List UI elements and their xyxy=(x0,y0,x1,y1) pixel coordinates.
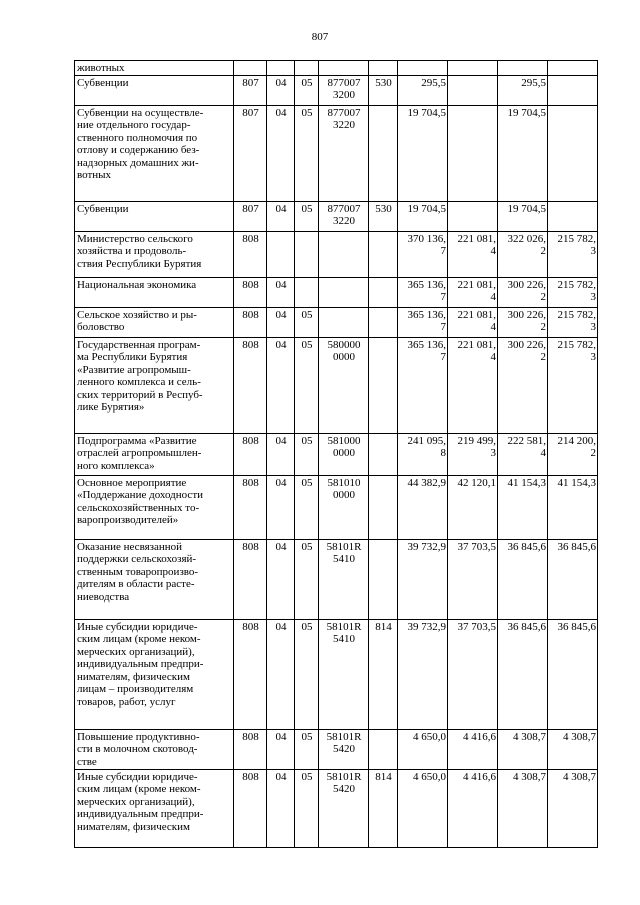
expense-type-cell: 814 xyxy=(369,769,398,847)
amount-cell-4: 215 782, 3 xyxy=(548,231,598,277)
amount-cell-2: 221 081, 4 xyxy=(448,307,498,337)
amount-cell-1: 39 732,9 xyxy=(398,539,448,619)
amount-cell-3: 222 581, 4 xyxy=(498,433,548,475)
amount-cell-3: 4 308,7 xyxy=(498,769,548,847)
amount-cell-1: 39 732,9 xyxy=(398,619,448,729)
target-article-cell: 58101R 5410 xyxy=(319,539,369,619)
amount-cell-1: 19 704,5 xyxy=(398,105,448,201)
target-article-cell xyxy=(319,277,369,307)
section-code-cell: 04 xyxy=(267,539,295,619)
amount-cell-1: 4 650,0 xyxy=(398,769,448,847)
section-code-cell: 04 xyxy=(267,769,295,847)
expense-type-cell xyxy=(369,307,398,337)
section-code-cell: 04 xyxy=(267,307,295,337)
expense-type-cell xyxy=(369,231,398,277)
subsection-code-cell xyxy=(295,277,319,307)
section-code-cell: 04 xyxy=(267,75,295,105)
amount-cell-1: 19 704,5 xyxy=(398,201,448,231)
section-code-cell: 04 xyxy=(267,277,295,307)
ministry-code-cell: 808 xyxy=(234,619,267,729)
amount-cell-2: 37 703,5 xyxy=(448,619,498,729)
amount-cell-3: 4 308,7 xyxy=(498,729,548,769)
description-cell: Иные субсидии юридиче- ским лицам (кроме неком- мерческих организаций), индивидуальным предпри- нимателям, физическим лицам – производителям товаров, работ, услуг xyxy=(75,619,234,729)
amount-cell-1: 4 650,0 xyxy=(398,729,448,769)
table-body xyxy=(75,61,598,848)
section-code-cell xyxy=(267,231,295,277)
subsection-code-cell xyxy=(295,231,319,277)
amount-cell-2: 221 081, 4 xyxy=(448,277,498,307)
table-row xyxy=(75,201,598,231)
description-cell: Иные субсидии юридиче- ским лицам (кроме неком- мерческих организаций), индивидуальным предпри- нимателям, физическим xyxy=(75,769,234,847)
ministry-code-cell: 808 xyxy=(234,337,267,433)
amount-cell-3: 300 226, 2 xyxy=(498,277,548,307)
description-cell: Подпрограмма «Развитие отраслей агропромышлен- ного комплекса» xyxy=(75,433,234,475)
table-row xyxy=(75,61,598,76)
table-row xyxy=(75,231,598,277)
amount-cell-1: 241 095, 8 xyxy=(398,433,448,475)
expense-type-cell xyxy=(369,433,398,475)
section-code-cell: 04 xyxy=(267,619,295,729)
amount-cell-3: 19 704,5 xyxy=(498,105,548,201)
amount-cell-2 xyxy=(448,75,498,105)
amount-cell-2: 219 499, 3 xyxy=(448,433,498,475)
table-row xyxy=(75,307,598,337)
subsection-code-cell: 05 xyxy=(295,769,319,847)
section-code-cell: 04 xyxy=(267,201,295,231)
expense-type-cell xyxy=(369,539,398,619)
amount-cell-4 xyxy=(548,201,598,231)
subsection-code-cell xyxy=(295,61,319,76)
table-row xyxy=(75,433,598,475)
ministry-code-cell: 808 xyxy=(234,769,267,847)
amount-cell-2: 221 081, 4 xyxy=(448,231,498,277)
ministry-code-cell: 808 xyxy=(234,277,267,307)
description-cell: Министерство сельского хозяйства и продоволь- ствия Республики Бурятия xyxy=(75,231,234,277)
subsection-code-cell: 05 xyxy=(295,307,319,337)
amount-cell-4: 36 845,6 xyxy=(548,539,598,619)
amount-cell-2 xyxy=(448,201,498,231)
subsection-code-cell: 05 xyxy=(295,475,319,539)
subsection-code-cell: 05 xyxy=(295,337,319,433)
ministry-code-cell: 808 xyxy=(234,729,267,769)
ministry-code-cell: 807 xyxy=(234,75,267,105)
description-cell: Государственная програм- ма Республики Бурятия «Развитие агропромыш- ленного комплекса и сель- ских территорий в Респуб- лике Бурятия» xyxy=(75,337,234,433)
target-article-cell: 58101R 5410 xyxy=(319,619,369,729)
amount-cell-4: 41 154,3 xyxy=(548,475,598,539)
amount-cell-2: 4 416,6 xyxy=(448,729,498,769)
target-article-cell: 877007 3220 xyxy=(319,201,369,231)
description-cell: Сельское хозяйство и ры- боловство xyxy=(75,307,234,337)
target-article-cell: 877007 3200 xyxy=(319,75,369,105)
amount-cell-2: 37 703,5 xyxy=(448,539,498,619)
expense-type-cell xyxy=(369,61,398,76)
table-row xyxy=(75,475,598,539)
subsection-code-cell: 05 xyxy=(295,75,319,105)
target-article-cell: 580000 0000 xyxy=(319,337,369,433)
ministry-code-cell: 808 xyxy=(234,231,267,277)
budget-table xyxy=(74,60,598,848)
amount-cell-4 xyxy=(548,75,598,105)
description-cell: Субвенции xyxy=(75,201,234,231)
ministry-code-cell xyxy=(234,61,267,76)
amount-cell-4: 36 845,6 xyxy=(548,619,598,729)
amount-cell-1: 365 136, 7 xyxy=(398,277,448,307)
subsection-code-cell: 05 xyxy=(295,105,319,201)
section-code-cell: 04 xyxy=(267,337,295,433)
amount-cell-1: 295,5 xyxy=(398,75,448,105)
expense-type-cell xyxy=(369,105,398,201)
table-row xyxy=(75,75,598,105)
amount-cell-1: 44 382,9 xyxy=(398,475,448,539)
table-row xyxy=(75,539,598,619)
table-row xyxy=(75,619,598,729)
target-article-cell: 581010 0000 xyxy=(319,475,369,539)
amount-cell-2 xyxy=(448,61,498,76)
ministry-code-cell: 808 xyxy=(234,433,267,475)
subsection-code-cell: 05 xyxy=(295,433,319,475)
description-cell: Субвенции на осуществле- ние отдельного государ- ственного полномочия по отлову и содержанию без- надзорных домашних жи- вотных xyxy=(75,105,234,201)
description-cell: Повышение продуктивно- сти в молочном скотовод- стве xyxy=(75,729,234,769)
amount-cell-3: 300 226, 2 xyxy=(498,337,548,433)
target-article-cell: 58101R 5420 xyxy=(319,729,369,769)
ministry-code-cell: 808 xyxy=(234,475,267,539)
expense-type-cell: 530 xyxy=(369,201,398,231)
table-row xyxy=(75,337,598,433)
expense-type-cell xyxy=(369,475,398,539)
amount-cell-4: 4 308,7 xyxy=(548,769,598,847)
description-cell: Оказание несвязанной поддержки сельскохозяй- ственным товаропроизво- дителям в области расте- ниеводства xyxy=(75,539,234,619)
amount-cell-3: 300 226, 2 xyxy=(498,307,548,337)
description-cell: Национальная экономика xyxy=(75,277,234,307)
ministry-code-cell: 807 xyxy=(234,201,267,231)
amount-cell-2: 221 081, 4 xyxy=(448,337,498,433)
amount-cell-1 xyxy=(398,61,448,76)
amount-cell-3 xyxy=(498,61,548,76)
amount-cell-3: 36 845,6 xyxy=(498,619,548,729)
amount-cell-4: 215 782, 3 xyxy=(548,307,598,337)
amount-cell-4 xyxy=(548,105,598,201)
subsection-code-cell: 05 xyxy=(295,201,319,231)
target-article-cell xyxy=(319,307,369,337)
amount-cell-2 xyxy=(448,105,498,201)
amount-cell-3: 36 845,6 xyxy=(498,539,548,619)
expense-type-cell xyxy=(369,277,398,307)
amount-cell-4: 215 782, 3 xyxy=(548,337,598,433)
ministry-code-cell: 808 xyxy=(234,539,267,619)
description-cell: Субвенции xyxy=(75,75,234,105)
amount-cell-2: 4 416,6 xyxy=(448,769,498,847)
target-article-cell: 877007 3220 xyxy=(319,105,369,201)
section-code-cell: 04 xyxy=(267,433,295,475)
amount-cell-3: 19 704,5 xyxy=(498,201,548,231)
target-article-cell xyxy=(319,61,369,76)
section-code-cell: 04 xyxy=(267,729,295,769)
ministry-code-cell: 807 xyxy=(234,105,267,201)
subsection-code-cell: 05 xyxy=(295,539,319,619)
expense-type-cell xyxy=(369,337,398,433)
expense-type-cell: 814 xyxy=(369,619,398,729)
target-article-cell xyxy=(319,231,369,277)
section-code-cell: 04 xyxy=(267,105,295,201)
section-code-cell xyxy=(267,61,295,76)
description-cell: Основное мероприятие «Поддержание доходности сельскохозяйственных то- варопроизводителей» xyxy=(75,475,234,539)
table-row xyxy=(75,105,598,201)
amount-cell-3: 322 026, 2 xyxy=(498,231,548,277)
amount-cell-3: 295,5 xyxy=(498,75,548,105)
table-row xyxy=(75,729,598,769)
amount-cell-4 xyxy=(548,61,598,76)
target-article-cell: 58101R 5420 xyxy=(319,769,369,847)
ministry-code-cell: 808 xyxy=(234,307,267,337)
table-row xyxy=(75,769,598,847)
amount-cell-1: 365 136, 7 xyxy=(398,337,448,433)
amount-cell-2: 42 120,1 xyxy=(448,475,498,539)
amount-cell-1: 365 136, 7 xyxy=(398,307,448,337)
subsection-code-cell: 05 xyxy=(295,619,319,729)
amount-cell-1: 370 136, 7 xyxy=(398,231,448,277)
description-cell: животных xyxy=(75,61,234,76)
target-article-cell: 581000 0000 xyxy=(319,433,369,475)
amount-cell-4: 214 200, 2 xyxy=(548,433,598,475)
amount-cell-4: 215 782, 3 xyxy=(548,277,598,307)
table-row xyxy=(75,277,598,307)
subsection-code-cell: 05 xyxy=(295,729,319,769)
amount-cell-4: 4 308,7 xyxy=(548,729,598,769)
page-number: 807 xyxy=(311,31,329,43)
expense-type-cell: 530 xyxy=(369,75,398,105)
expense-type-cell xyxy=(369,729,398,769)
section-code-cell: 04 xyxy=(267,475,295,539)
amount-cell-3: 41 154,3 xyxy=(498,475,548,539)
